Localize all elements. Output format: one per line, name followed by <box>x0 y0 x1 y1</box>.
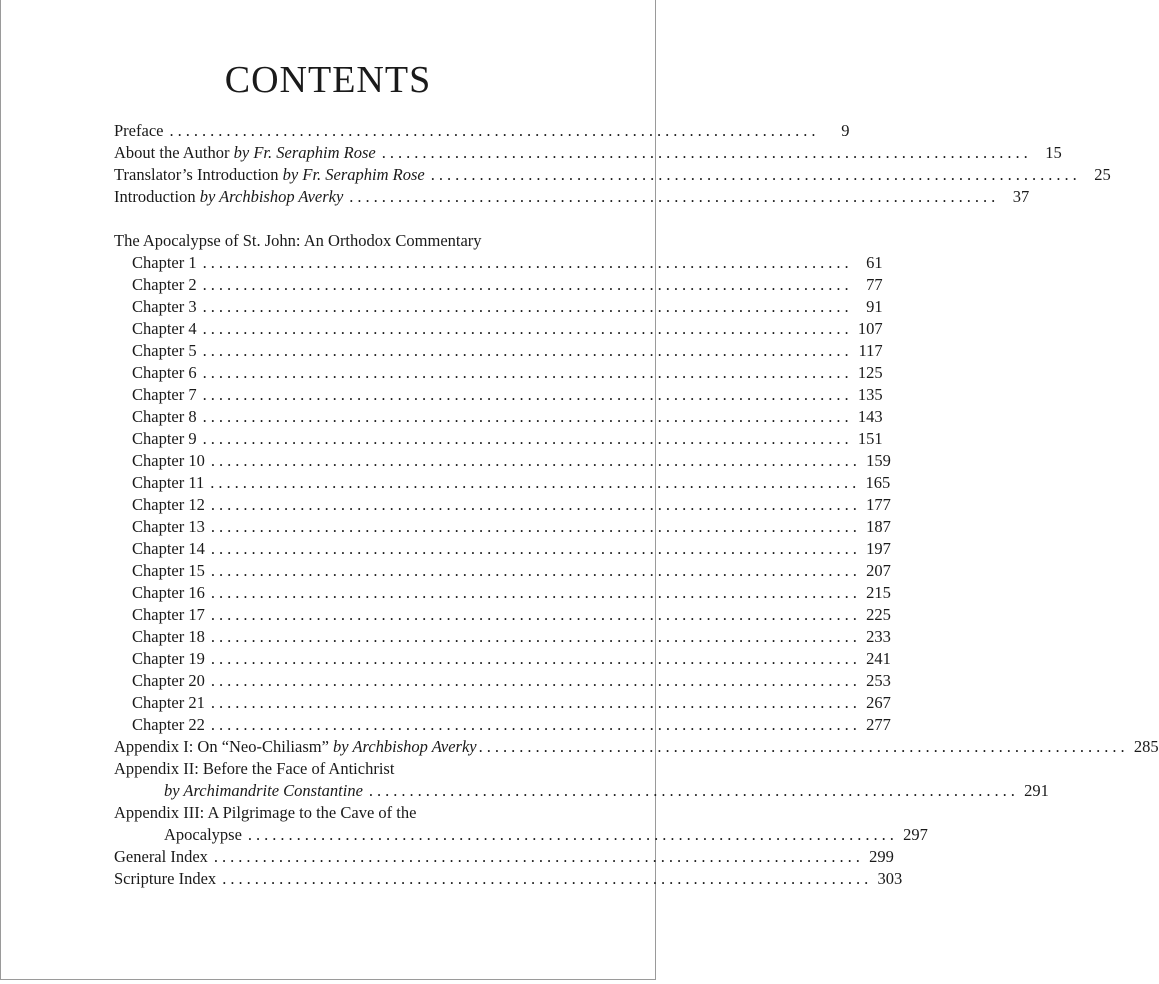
entry-label: Chapter 3 <box>132 297 197 316</box>
toc-entry-appendix-3-continuation[interactable] <box>114 824 928 846</box>
commentary-heading-row <box>114 230 542 252</box>
entry-label: Chapter 21 <box>132 693 205 712</box>
dot-leader: ................................................................................ <box>202 429 853 448</box>
toc-entry-chapter-2[interactable] <box>114 274 883 296</box>
entry-title: Appendix III: A Pilgrimage to the Cave of the <box>114 803 417 822</box>
entry-label: Chapter 11 <box>132 473 205 492</box>
entry-title: Appendix I: On “Neo-Chiliasm” <box>114 737 329 756</box>
toc-entry-chapter-3[interactable] <box>114 296 883 318</box>
page-number: 9 <box>841 121 850 140</box>
entry-author: by Fr. Seraphim Rose <box>282 165 425 184</box>
entry-label: Chapter 7 <box>132 385 197 404</box>
toc-entry-chapter-7[interactable] <box>114 384 883 406</box>
entry-label: Chapter 8 <box>132 407 197 426</box>
dot-leader: ................................................................................ <box>210 627 861 646</box>
dot-leader: ................................................................................ <box>349 187 1000 206</box>
dot-leader: ................................................................................ <box>381 143 1032 162</box>
toc-entry-general-index[interactable] <box>114 846 894 868</box>
entry-label: Chapter 1 <box>132 253 197 272</box>
dot-leader: ................................................................................ <box>478 737 1129 756</box>
dot-leader: ................................................................................ <box>210 451 861 470</box>
page-number: 135 <box>857 385 883 404</box>
entry-label: Chapter 14 <box>132 539 205 558</box>
page-number: 177 <box>866 495 891 514</box>
toc-entry-chapter-21[interactable] <box>114 692 891 714</box>
page-number: 107 <box>857 319 883 338</box>
chapter-list <box>114 252 891 736</box>
page-number: 61 <box>866 253 883 272</box>
dot-leader: ................................................................................ <box>210 473 861 492</box>
entry-title: Appendix II: Before the Face of Antichrist <box>114 759 395 778</box>
toc-entry-chapter-6[interactable] <box>114 362 883 384</box>
toc-entry-chapter-9[interactable] <box>114 428 883 450</box>
entry-label <box>114 164 425 186</box>
dot-leader: ................................................................................ <box>202 297 853 316</box>
entry-author: by Fr. Seraphim Rose <box>233 143 376 162</box>
dot-leader: ................................................................................ <box>210 715 861 734</box>
toc-entry-appendix-2-author[interactable] <box>114 780 1049 802</box>
page-number: 125 <box>857 363 883 382</box>
dot-leader: ................................................................................ <box>202 319 853 338</box>
entry-label <box>114 736 477 758</box>
entry-title: About the Author <box>114 143 230 162</box>
dot-leader: ................................................................................ <box>210 517 861 536</box>
entry-label: Chapter 5 <box>132 341 197 360</box>
entry-label: Chapter 6 <box>132 363 197 382</box>
dot-leader: ................................................................................ <box>210 539 861 558</box>
entry-author: by Archimandrite Constantine <box>164 781 363 800</box>
page-number: 15 <box>1045 143 1062 162</box>
toc-entry-chapter-11[interactable] <box>114 472 891 494</box>
entry-label: Chapter 12 <box>132 495 205 514</box>
page-number: 277 <box>866 715 891 734</box>
dot-leader: ................................................................................ <box>202 385 853 404</box>
page-number: 297 <box>903 825 928 844</box>
page-title: CONTENTS <box>224 59 432 101</box>
toc-entry-chapter-17[interactable] <box>114 604 891 626</box>
toc-entry-preface[interactable] <box>114 120 850 142</box>
page-number: 225 <box>866 605 891 624</box>
dot-leader: ................................................................................ <box>222 869 873 888</box>
entry-title: Translator’s Introduction <box>114 165 279 184</box>
toc-entry-chapter-12[interactable] <box>114 494 891 516</box>
page-number: 37 <box>1012 187 1030 206</box>
entry-author: by Archbishop Averky <box>199 187 344 206</box>
page-number: 91 <box>866 297 883 316</box>
toc-entry-chapter-1[interactable] <box>114 252 883 274</box>
toc-entry-chapter-16[interactable] <box>114 582 891 604</box>
entry-label: Chapter 10 <box>132 451 205 470</box>
entry-label: Chapter 17 <box>132 605 205 624</box>
dot-leader: ................................................................................ <box>210 693 861 712</box>
page-number: 159 <box>866 451 891 470</box>
page-number: 253 <box>866 671 891 690</box>
entry-label: Chapter 18 <box>132 627 205 646</box>
dot-leader: ................................................................................ <box>210 649 861 668</box>
page-number: 285 <box>1133 737 1159 756</box>
entry-label <box>114 186 343 208</box>
entry-label: Chapter 15 <box>132 561 205 580</box>
entry-label: Preface <box>114 121 164 140</box>
dot-leader: ................................................................................ <box>210 561 861 580</box>
entry-label: General Index <box>114 847 208 866</box>
dot-leader: ................................................................................ <box>202 341 853 360</box>
page-number: 215 <box>866 583 891 602</box>
dot-leader: ................................................................................ <box>210 671 861 690</box>
dot-leader: ................................................................................ <box>247 825 898 844</box>
dot-leader: ................................................................................ <box>210 605 861 624</box>
page-number: 165 <box>865 473 891 492</box>
page-number: 207 <box>866 561 891 580</box>
entry-label: Chapter 2 <box>132 275 197 294</box>
toc-entry-chapter-18[interactable] <box>114 626 891 648</box>
page-number: 117 <box>858 341 883 360</box>
toc-entry-scripture-index[interactable] <box>114 868 903 890</box>
entry-title: Introduction <box>114 187 196 206</box>
dot-leader: ................................................................................ <box>202 407 853 426</box>
entry-label: Scripture Index <box>114 869 217 888</box>
dot-leader: ................................................................................ <box>202 363 853 382</box>
dot-leader: ................................................................................ <box>210 495 861 514</box>
page-number: 151 <box>857 429 883 448</box>
page-number: 197 <box>866 539 891 558</box>
dot-leader: ................................................................................ <box>213 847 864 866</box>
page-number: 299 <box>869 847 894 866</box>
entry-label: Chapter 16 <box>132 583 205 602</box>
entry-author: by Archbishop Averky <box>333 737 477 756</box>
page-number: 303 <box>877 869 903 888</box>
page-number: 233 <box>866 627 891 646</box>
entry-label: Chapter 4 <box>132 319 197 338</box>
toc-entry-chapter-14[interactable] <box>114 538 891 560</box>
table-of-contents <box>114 120 1159 890</box>
page-number: 187 <box>866 517 891 536</box>
entry-label: Chapter 22 <box>132 715 205 734</box>
page-number: 267 <box>866 693 891 712</box>
entry-label: Chapter 9 <box>132 429 197 448</box>
commentary-heading: The Apocalypse of St. John: An Orthodox Commentary <box>114 231 482 250</box>
toc-entry-introduction[interactable] <box>114 186 1030 208</box>
dot-leader: ................................................................................ <box>210 583 861 602</box>
dot-leader: ................................................................................ <box>169 121 820 140</box>
dot-leader: ................................................................................ <box>202 253 853 272</box>
toc-entry-appendix-2-title[interactable] <box>114 758 542 780</box>
toc-entry-appendix-3-title[interactable] <box>114 802 542 824</box>
dot-leader: ................................................................................ <box>202 275 853 294</box>
page-number: 77 <box>866 275 883 294</box>
entry-label: Chapter 19 <box>132 649 205 668</box>
toc-entry-chapter-15[interactable] <box>114 560 891 582</box>
entry-title-continuation: Apocalypse <box>164 825 242 844</box>
entry-label: Chapter 13 <box>132 517 205 536</box>
page-number: 25 <box>1094 165 1111 184</box>
toc-entry-chapter-13[interactable] <box>114 516 891 538</box>
toc-entry-about-author[interactable] <box>114 142 1062 164</box>
toc-entry-chapter-5[interactable] <box>114 340 883 362</box>
entry-label: Chapter 20 <box>132 671 205 690</box>
toc-entry-chapter-19[interactable] <box>114 648 891 670</box>
dot-leader: ................................................................................ <box>430 165 1081 184</box>
page-number: 241 <box>866 649 891 668</box>
toc-entry-chapter-20[interactable] <box>114 670 891 692</box>
toc-entry-chapter-10[interactable] <box>114 450 891 472</box>
toc-entry-chapter-4[interactable] <box>114 318 883 340</box>
dot-leader: ................................................................................ <box>368 781 1019 800</box>
entry-label <box>114 142 376 164</box>
page-number: 291 <box>1024 781 1049 800</box>
page-number: 143 <box>857 407 883 426</box>
toc-entry-chapter-8[interactable] <box>114 406 883 428</box>
toc-entry-chapter-22[interactable] <box>114 714 891 736</box>
toc-entry-appendix-1[interactable] <box>114 736 1159 758</box>
toc-entry-translators-introduction[interactable] <box>114 164 1111 186</box>
